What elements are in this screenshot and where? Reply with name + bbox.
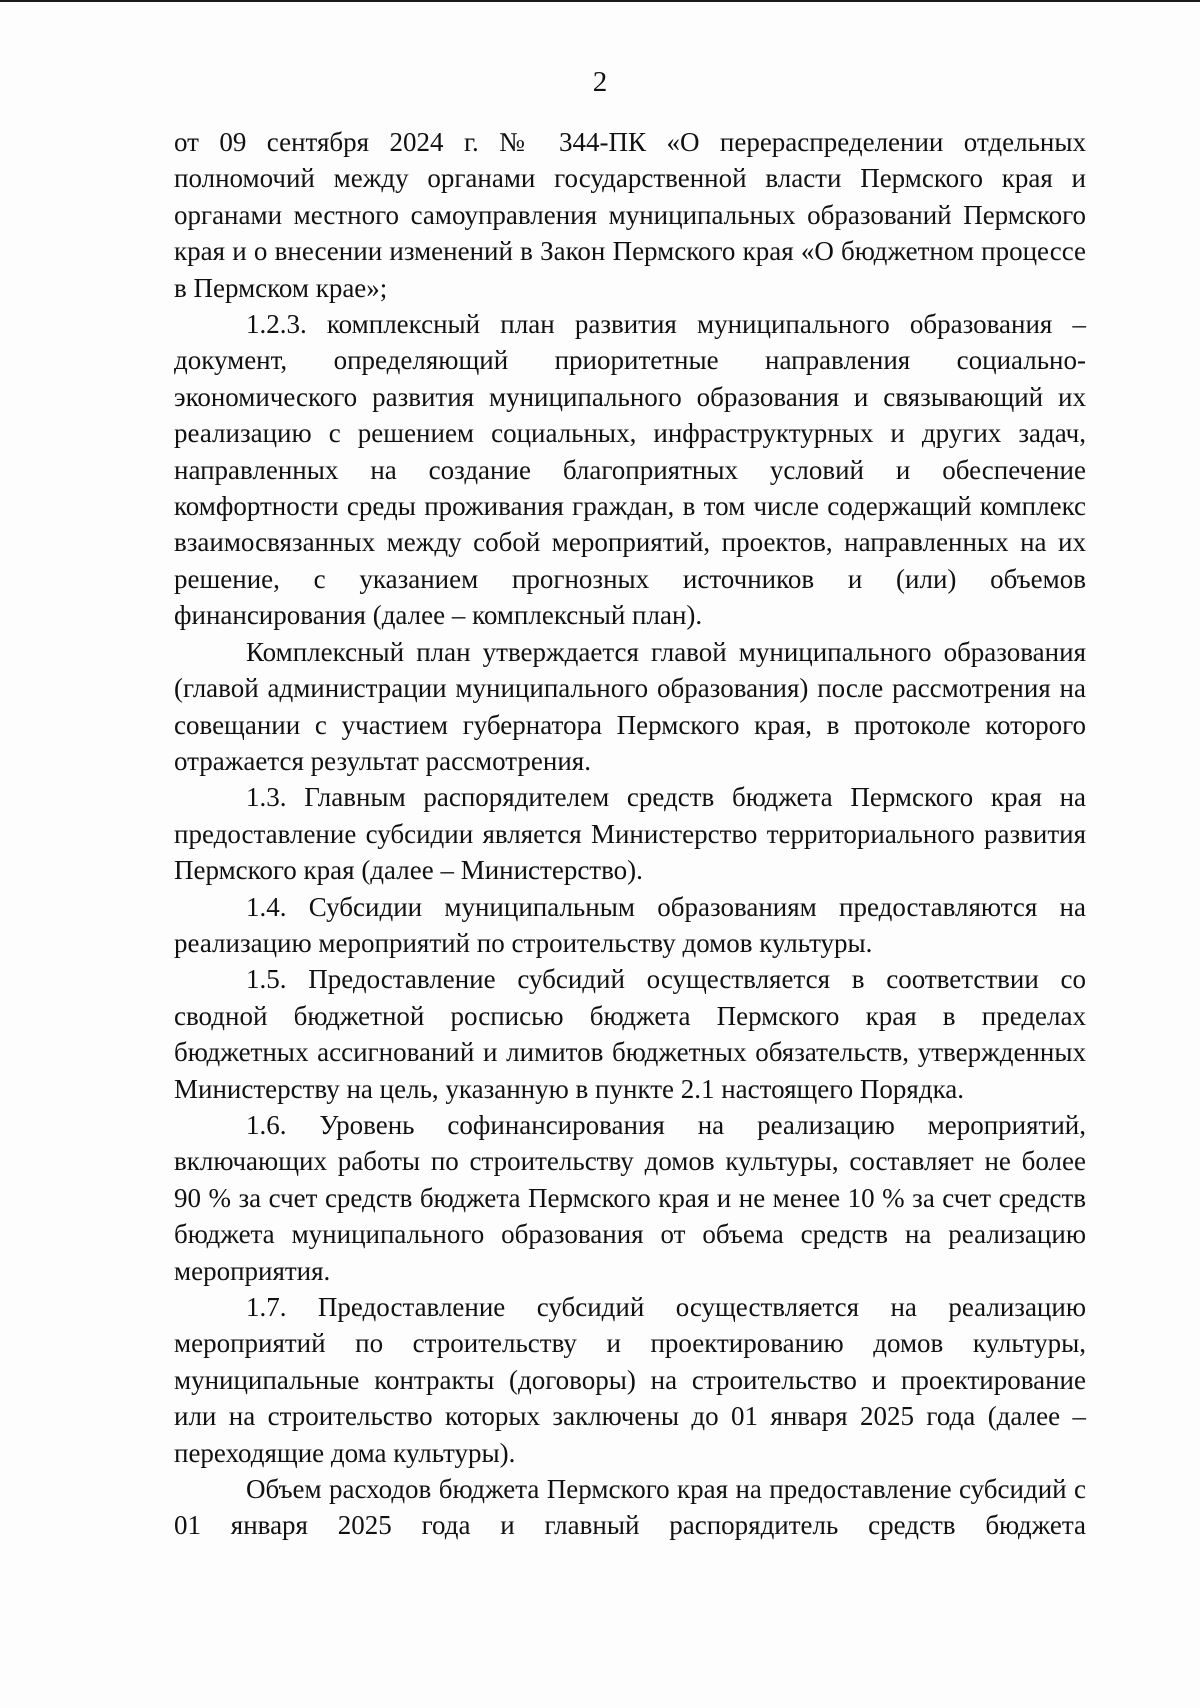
paragraph-1-5: 1.5. Предоставление субсидий осуществляется в соответствии со сводной бюджетной росписью бюджета Пермского края в пределах бюджетных ассигнований и лимитов бюджетных обязательств, утвержденных Министерству на цель, указанную в пункте 2.1 настоящего Порядка. (174, 964, 1086, 1104)
document-body (174, 124, 1086, 1544)
paragraph-complex-plan-approval: Комплексный план утверждается главой муниципального образования (главой администрации муниципального образования) после рассмотрения на совещании с участием губернатора Пермского края, в протоколе которого отражается результат рассмотрения. (174, 636, 1086, 776)
paragraph-law-reference: от 09 сентября 2024 г. № 344-ПК «О перераспределении отдельных полномочий между органами государственной власти Пермского края и органами местного самоуправления муниципальных образований Пермского края и о внесении изменений в Закон Пермского края «О бюджетном процессе в Пермском крае»; (174, 127, 1086, 303)
paragraph-expenditure-volume: Объем расходов бюджета Пермского края на предоставление субсидий с 01 января 2025 года и главный распорядитель средств бюджета (174, 1474, 1086, 1541)
paragraph-1-3: 1.3. Главным распорядителем средств бюджета Пермского края на предоставление субсидии является Министерство территориального развития Пермского края (далее – Министерство). (174, 782, 1086, 886)
paragraph-1-2-3: 1.2.3. комплексный план развития муниципального образования – документ, определяющий приоритетные направления социально-экономического развития муниципального образования и связывающий их реализацию с решением социальных, инфраструктурных и других задач, направленных на создание благоприятных условий и обеспечение комфортности среды проживания граждан, в том числе содержащий комплекс взаимосвязанных между собой мероприятий, проектов, направленных на их решение, с указанием прогнозных источников и (или) объемов финансирования (далее – комплексный план). (174, 309, 1086, 631)
paragraph-1-7: 1.7. Предоставление субсидий осуществляется на реализацию мероприятий по строительству и проектированию домов культуры, муниципальные контракты (договоры) на строительство и проектирование или на строительство которых заключены до 01 января 2025 года (далее – переходящие дома культуры). (174, 1292, 1086, 1468)
page-number: 2 (592, 66, 608, 98)
paragraph-1-4: 1.4. Субсидии муниципальным образованиям предоставляются на реализацию мероприятий по строительству домов культуры. (174, 891, 1086, 958)
paragraph-1-6: 1.6. Уровень софинансирования на реализацию мероприятий, включающих работы по строительству домов культуры, составляет не более 90 % за счет средств бюджета Пермского края и не менее 10 % за счет средств бюджета муниципального образования от объема средств на реализацию мероприятия. (174, 1109, 1086, 1286)
